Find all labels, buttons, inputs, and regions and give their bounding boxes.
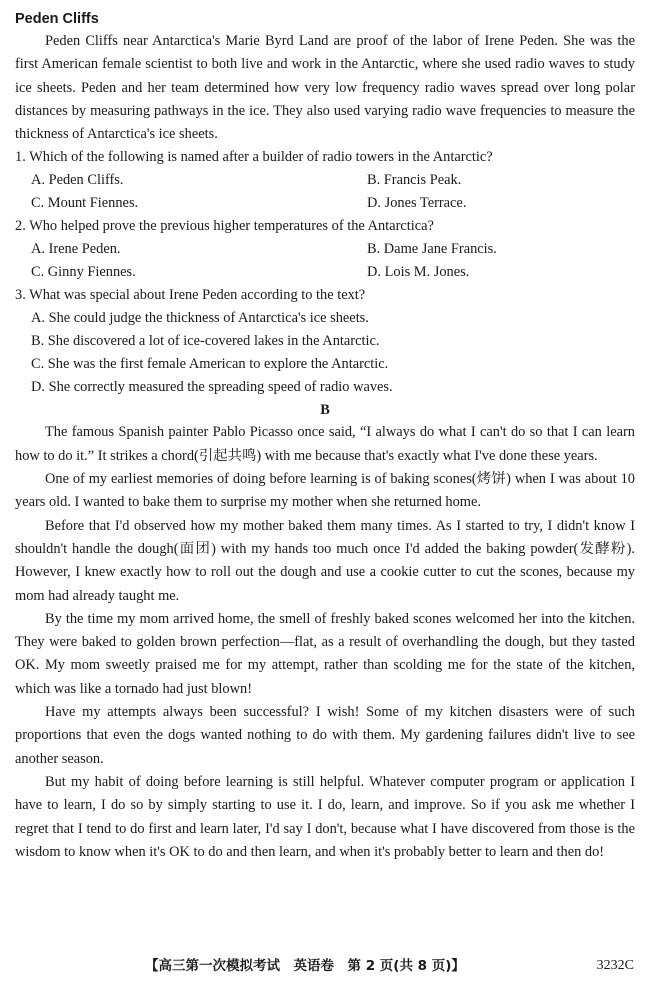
question-1-option-d: D. Jones Terrace. (367, 195, 467, 212)
paper-code: 3232C (596, 958, 634, 973)
passage-b-paragraph-4: By the time my mom arrived home, the smell of freshly baked scones welcomed her into the kitchen. They were baked to golden brown perfection—flat, as a result of overhandling the dough, but they tasted OK. My mom sweetly praised me for my attempt, rather than scolding me for the state of the kitchen, which was like a tornado had just blown! (15, 610, 635, 697)
passage-b-paragraph-2: One of my earliest memories of doing before learning is of baking scones(烤饼) when I was about 10 years old. I wanted to bake them to surprise my mother when she returned home. (15, 471, 635, 511)
question-1-option-a: A. Peden Cliffs. (31, 172, 124, 189)
question-3-option-b: B. She discovered a lot of ice-covered lakes in the Antarctic. (31, 333, 380, 350)
question-2-stem: 2. Who helped prove the previous higher temperatures of the Antarctica? (15, 218, 434, 235)
question-3-option-a: A. She could judge the thickness of Antarctica's ice sheets. (31, 310, 369, 327)
passage-b-paragraph-6: But my habit of doing before learning is still helpful. Whatever computer program or application I have to learn, I do so by simply starting to use it. I do, learn, and improve. So if you ask me whether I regret that I tend to do first and learn later, I'd say I don't, because what I have discovered from those is the wisdom to know when it's OK to do and then learn, and when it's probably better to learn and then do! (15, 773, 635, 860)
question-3-stem: 3. What was special about Irene Peden according to the text? (15, 287, 366, 304)
question-1-option-b: B. Francis Peak. (367, 172, 462, 189)
question-3-option-d: D. She correctly measured the spreading speed of radio waves. (31, 379, 393, 396)
question-3-option-c: C. She was the first female American to explore the Antarctic. (31, 356, 389, 373)
exam-page (15, 8, 635, 864)
question-1-options-row-1 (15, 169, 635, 192)
passage-a-title: Peden Cliffs (15, 11, 99, 27)
question-2-options-row-1 (15, 238, 635, 261)
passage-b-title: B (320, 402, 330, 419)
question-1-options-row-2 (15, 192, 635, 215)
passage-b-paragraph-5: Have my attempts always been successful? I wish! Some of my kitchen disasters were of such proportions that even the dogs wanted nothing to do with them. My gardening failures didn't live to see another season. (15, 704, 635, 767)
question-2-options-row-2 (15, 261, 635, 284)
passage-b-paragraph-1: The famous Spanish painter Pablo Picasso once said, “I always do what I can't do so that I can learn how to do it.” It strikes a chord(引起共鸣) with me because that's exactly what I've done these years. (15, 424, 635, 464)
passage-a-paragraph: Peden Cliffs near Antarctica's Marie Byrd Land are proof of the labor of Irene Peden. She was the first American female scientist to both live and work in the Antarctic, where she used radio waves to study ice sheets. Peden and her team determined how very low frequency radio waves spread over long polar distances by measuring pathways in the ice. They also used varying radio wave frequencies to measure the thickness of Antarctica's ice sheets. (15, 33, 635, 143)
exam-info: 【高三第一次模拟考试 英语卷 第 2 页(共 8 页)】 (145, 958, 465, 974)
question-2-option-c: C. Ginny Fiennes. (31, 264, 136, 281)
question-2-option-d: D. Lois M. Jones. (367, 264, 470, 281)
question-2-option-b: B. Dame Jane Francis. (367, 241, 497, 258)
question-1-stem: 1. Which of the following is named after a builder of radio towers in the Antarctic? (15, 149, 493, 166)
question-2-option-a: A. Irene Peden. (31, 241, 121, 258)
passage-b-paragraph-3: Before that I'd observed how my mother baked them many times. As I started to try, I didn't know I shouldn't handle the dough(面团) with my hands too much once I'd added the baking powder(发酵粉). However, I knew exactly how to roll out the dough and use a cookie cutter to cut the scones, because my mom had already taught me. (15, 517, 635, 604)
question-1-option-c: C. Mount Fiennes. (31, 195, 139, 212)
